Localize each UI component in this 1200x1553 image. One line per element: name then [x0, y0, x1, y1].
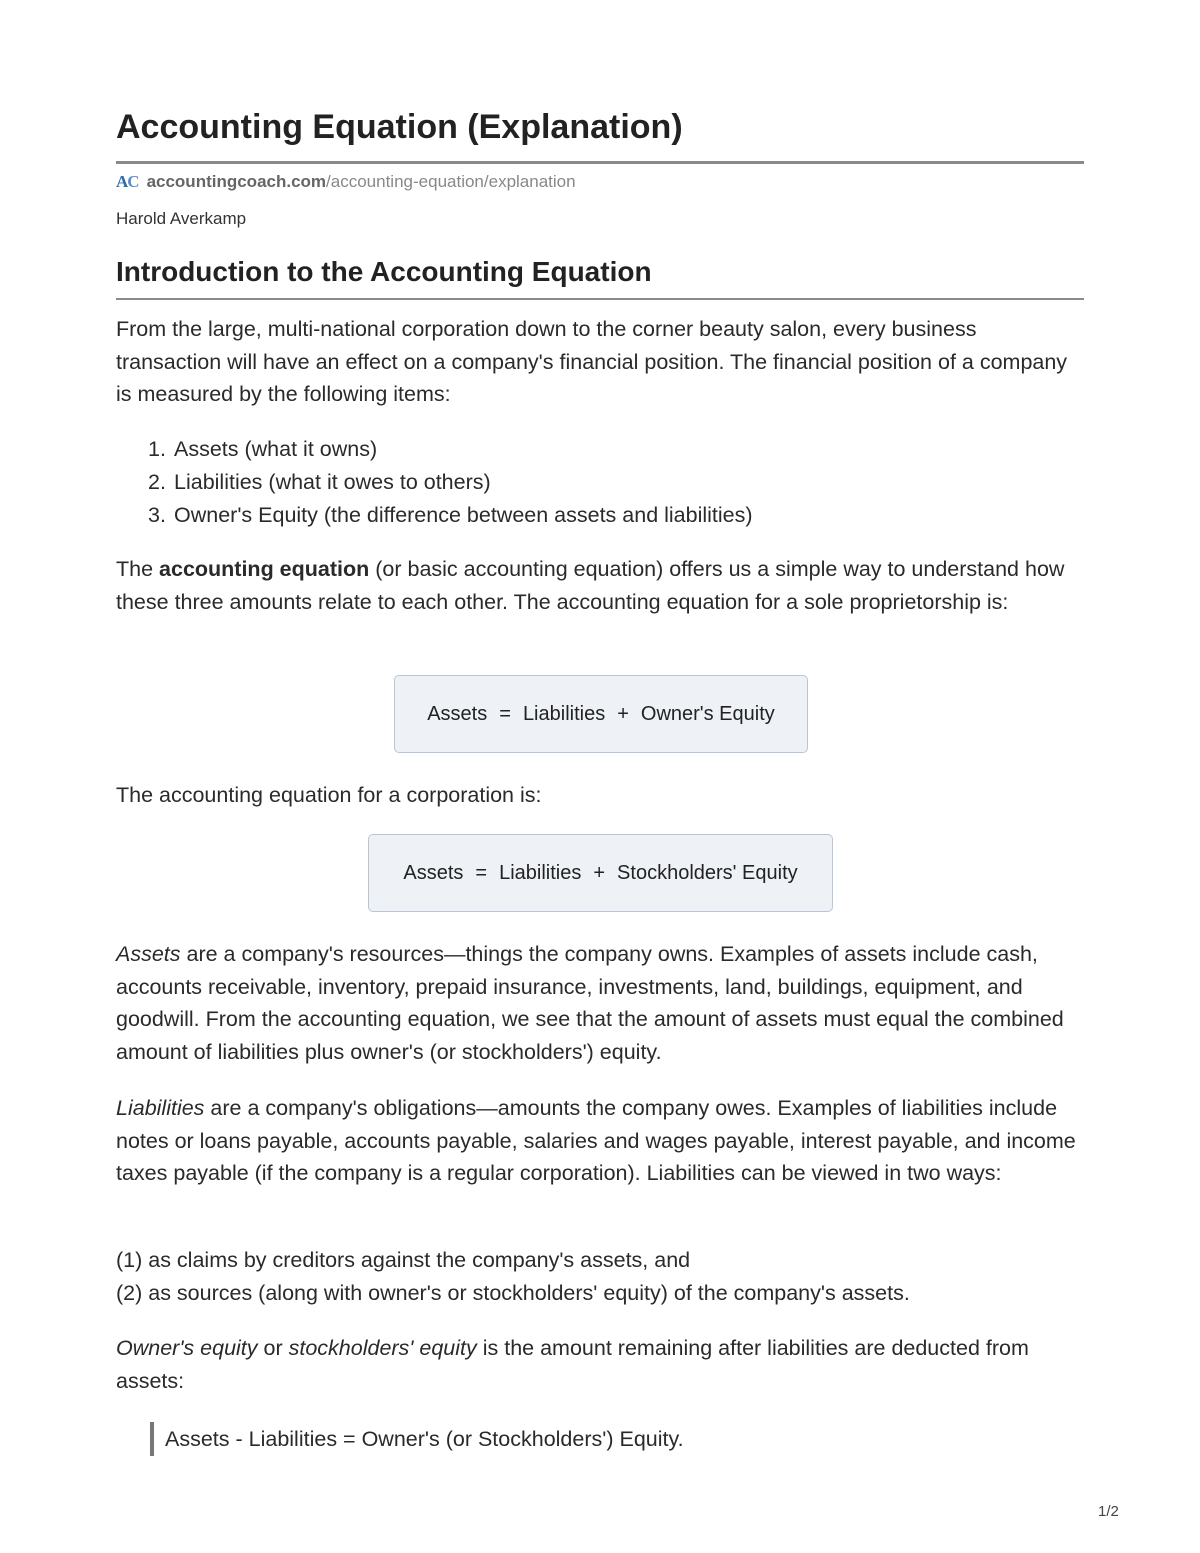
plus-sign: + — [617, 702, 629, 725]
list-item-text: Liabilities (what it owes to others) — [174, 469, 491, 494]
intro-paragraph: From the large, multi-national corporation down to the corner beauty salon, every business transaction will have an effect on a company's financial position. The financial position of a company is measured by the following items: — [116, 317, 1068, 406]
corporation-paragraph: The accounting equation for a corporation is: — [116, 783, 542, 807]
source-path-link[interactable]: /accounting-equation/explanation — [326, 172, 576, 191]
list-item — [148, 433, 753, 466]
source-domain-link[interactable]: accountingcoach.com — [146, 172, 327, 191]
accountingcoach-logo — [116, 172, 139, 191]
paragraph-text: or — [257, 1336, 289, 1360]
logo-letter-c: C — [127, 172, 139, 191]
equation-term: Assets — [403, 861, 464, 884]
logo-letter-a: A — [116, 172, 128, 191]
section-divider — [116, 298, 1084, 300]
list-item — [148, 466, 753, 499]
title-divider — [116, 161, 1084, 164]
equation-term: Liabilities — [499, 861, 582, 884]
way-line: (1) as claims by creditors against the company's assets, and — [116, 1248, 691, 1272]
liabilities-ways — [116, 1244, 1084, 1309]
italic-term: stockholders' equity — [288, 1336, 477, 1360]
assets-paragraph — [116, 938, 1084, 1068]
page-title: Accounting Equation (Explanation) — [116, 108, 683, 146]
section-heading: Introduction to the Accounting Equation — [116, 256, 652, 287]
way-line: (2) as sources (along with owner's or stockholders' equity) of the company's assets. — [116, 1280, 910, 1305]
paragraph-text: (or basic accounting equation) offers us a simple way to understand how these three amounts relate to each other. The accounting equation for a sole proprietorship is: — [116, 557, 1065, 614]
equation-term: Stockholders' Equity — [617, 861, 798, 884]
paragraph-text: are a company's obligations—amounts the company owes. Examples of liabilities include notes or loans payable, accounts payable, salaries and wages payable, interest payable, and income taxes payable (if the company is a regular corporation). Liabilities can be viewed in two ways: — [116, 1096, 1076, 1185]
paragraph-text: are a company's resources—things the company owns. Examples of assets include cash, accounts receivable, inventory, prepaid insurance, investments, land, buildings, equipment, and goodwill. From the accounting equation, we see that the amount of assets must equal the combined amount of liabilities plus owner's (or stockholders') equity. — [116, 942, 1064, 1064]
equation-term: Assets — [427, 702, 488, 725]
list-number: 2. — [148, 469, 166, 494]
plus-sign: + — [593, 861, 606, 884]
list-number: 3. — [148, 502, 166, 527]
list-item — [148, 499, 753, 532]
equation-term: Liabilities — [522, 702, 606, 725]
page-number: 1/2 — [1098, 1503, 1119, 1520]
list-item-text: Assets (what it owns) — [174, 437, 378, 461]
equity-paragraph — [116, 1332, 1084, 1397]
source-line — [116, 172, 576, 192]
liabilities-paragraph — [116, 1092, 1084, 1190]
equals-sign: = — [475, 861, 488, 884]
accounting-equation-paragraph — [116, 553, 1084, 618]
italic-term: Owner's equity — [116, 1336, 258, 1360]
equation-box-sole-proprietorship — [394, 675, 808, 753]
list-item-text: Owner's Equity (the difference between assets and liabilities) — [174, 502, 753, 527]
equation-box-corporation — [368, 834, 833, 912]
author-name: Harold Averkamp — [116, 209, 247, 228]
paragraph-text: is the amount remaining after liabilities are deducted from assets: — [116, 1336, 1029, 1393]
list-number: 1. — [148, 437, 166, 461]
italic-term: Liabilities — [116, 1096, 205, 1120]
equation-term: Owner's Equity — [640, 702, 775, 725]
italic-term: Assets — [116, 942, 181, 966]
equals-sign: = — [499, 702, 511, 725]
bold-term: accounting equation — [159, 557, 370, 581]
paragraph-text: The — [116, 557, 160, 581]
equity-formula-blockquote: Assets - Liabilities = Owner's (or Stockholders') Equity. — [150, 1422, 684, 1456]
financial-items-list — [148, 433, 753, 531]
